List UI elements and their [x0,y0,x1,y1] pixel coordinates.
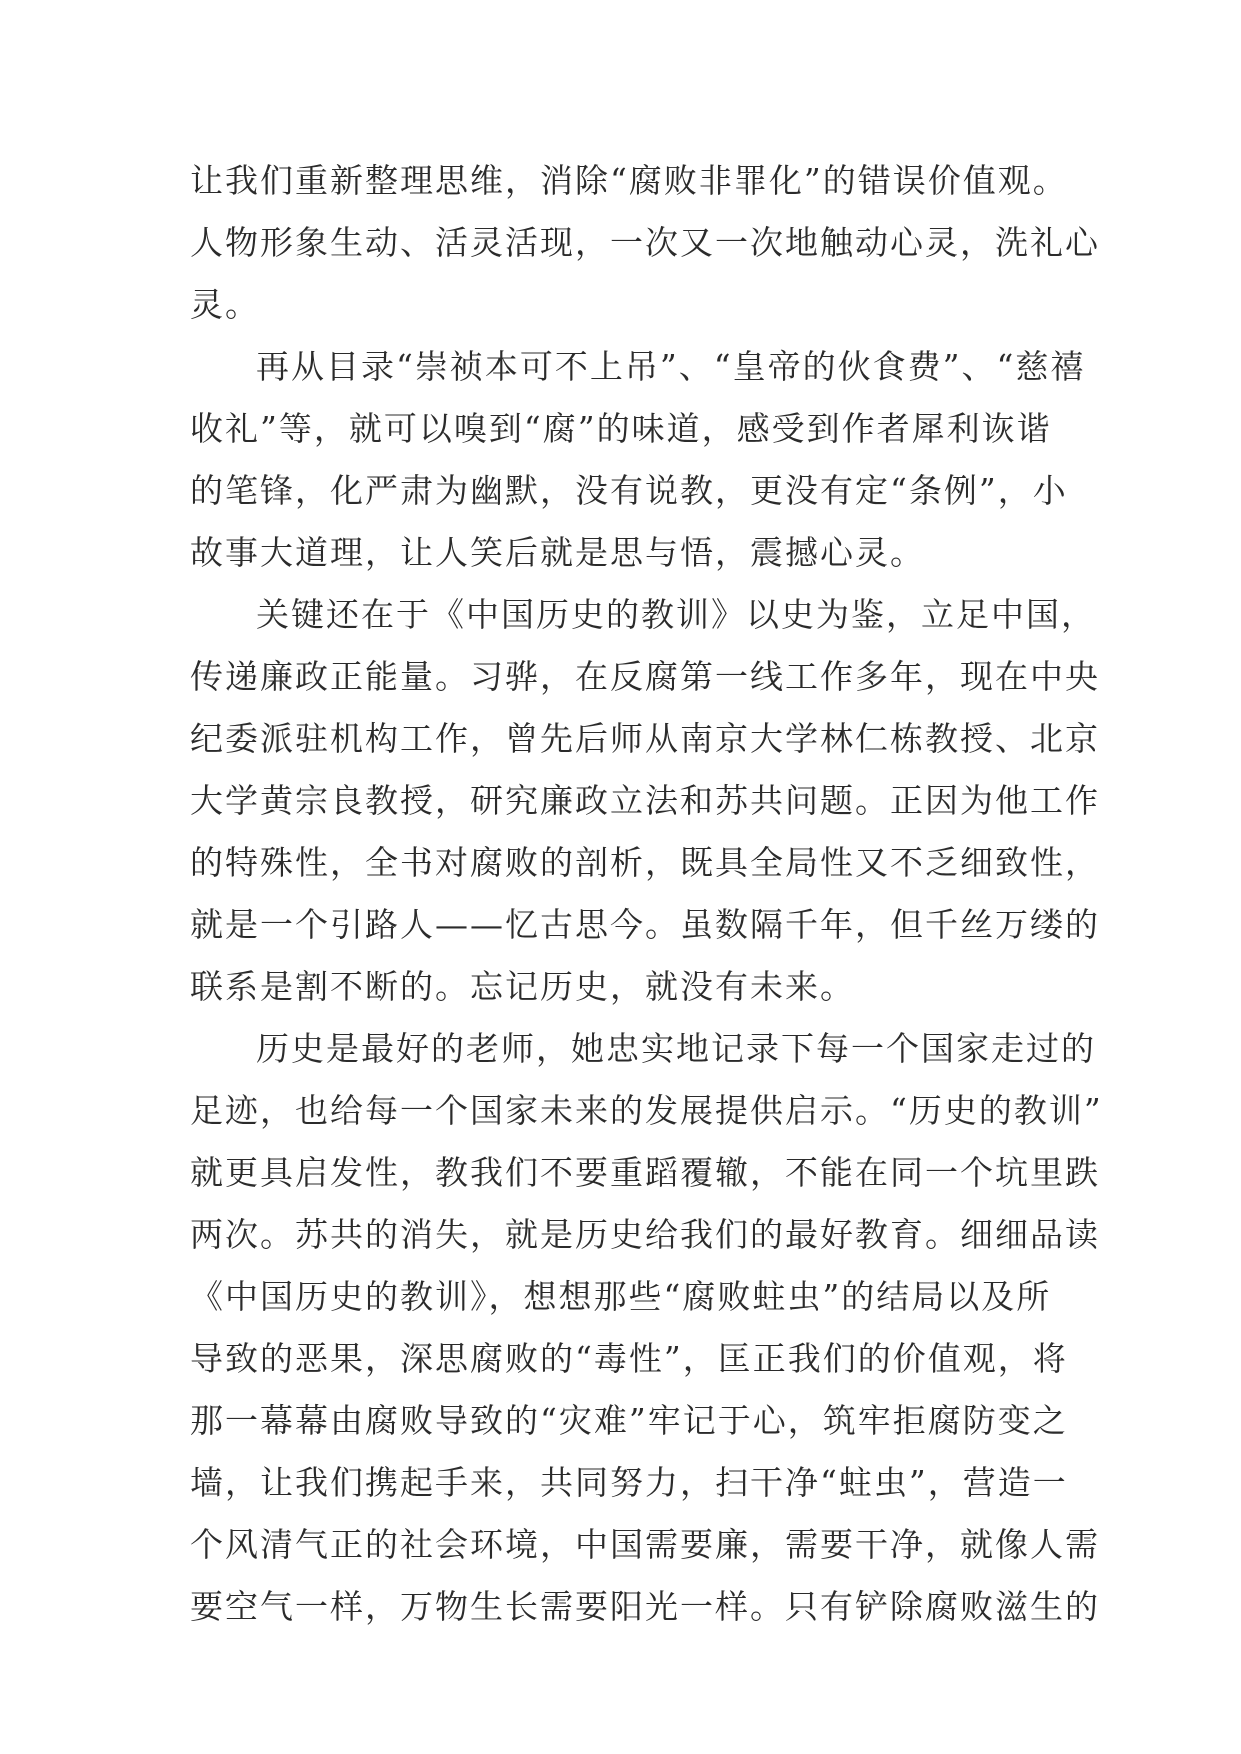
text-line: 大学黄宗良教授，研究廉政立法和苏共问题。正因为他工作 [190,781,1100,820]
text-line: 个风清气正的社会环境，中国需要廉，需要干净，就像人需 [190,1525,1100,1564]
text-line: 两次。苏共的消失，就是历史给我们的最好教育。细细品读 [190,1215,1100,1254]
text-line: 就更具启发性，教我们不要重蹈覆辙，不能在同一个坑里跌 [190,1153,1100,1192]
text-line: 灵。 [190,285,260,324]
text-line: 足迹，也给每一个国家未来的发展提供启示。“历史的教训” [190,1091,1103,1130]
text-line: 的特殊性，全书对腐败的剖析，既具全局性又不乏细致性， [190,843,1100,882]
text-line: 联系是割不断的。忘记历史，就没有未来。 [190,967,855,1006]
text-line: 关键还在于《中国历史的教训》以史为鉴，立足中国， [256,595,1096,634]
text-line: 纪委派驻机构工作，曾先后师从南京大学林仁栋教授、北京 [190,719,1100,758]
text-line: 要空气一样，万物生长需要阳光一样。只有铲除腐败滋生的 [190,1587,1100,1626]
text-line: 导致的恶果，深思腐败的“毒性”，匡正我们的价值观，将 [190,1339,1068,1378]
text-line: 那一幕幕由腐败导致的“灾难”牢记于心，筑牢拒腐防变之 [190,1401,1068,1440]
text-line: 收礼”等，就可以嗅到“腐”的味道，感受到作者犀利诙谐 [190,409,1052,448]
text-line: 传递廉政正能量。习骅，在反腐第一线工作多年，现在中央 [190,657,1100,696]
text-line: 历史是最好的老师，她忠实地记录下每一个国家走过的 [256,1029,1096,1068]
text-line: 让我们重新整理思维，消除“腐败非罪化”的错误价值观。 [190,161,1068,200]
text-line: 墙，让我们携起手来，共同努力，扫干净“蛀虫”，营造一 [190,1463,1068,1502]
text-line: 人物形象生动、活灵活现，一次又一次地触动心灵，洗礼心 [190,223,1100,262]
text-line: 再从目录“崇祯本可不上吊”、“皇帝的伙食费”、“慈禧 [256,347,1086,386]
text-line: 就是一个引路人——忆古思今。虽数隔千年，但千丝万缕的 [190,905,1100,944]
text-line: 的笔锋，化严肃为幽默，没有说教，更没有定“条例”，小 [190,471,1068,510]
document-body [190,150,1103,1638]
text-line: 《中国历史的教训》，想想那些“腐败蛀虫”的结局以及所 [190,1277,1052,1316]
text-line: 故事大道理，让人笑后就是思与悟，震撼心灵。 [190,533,925,572]
